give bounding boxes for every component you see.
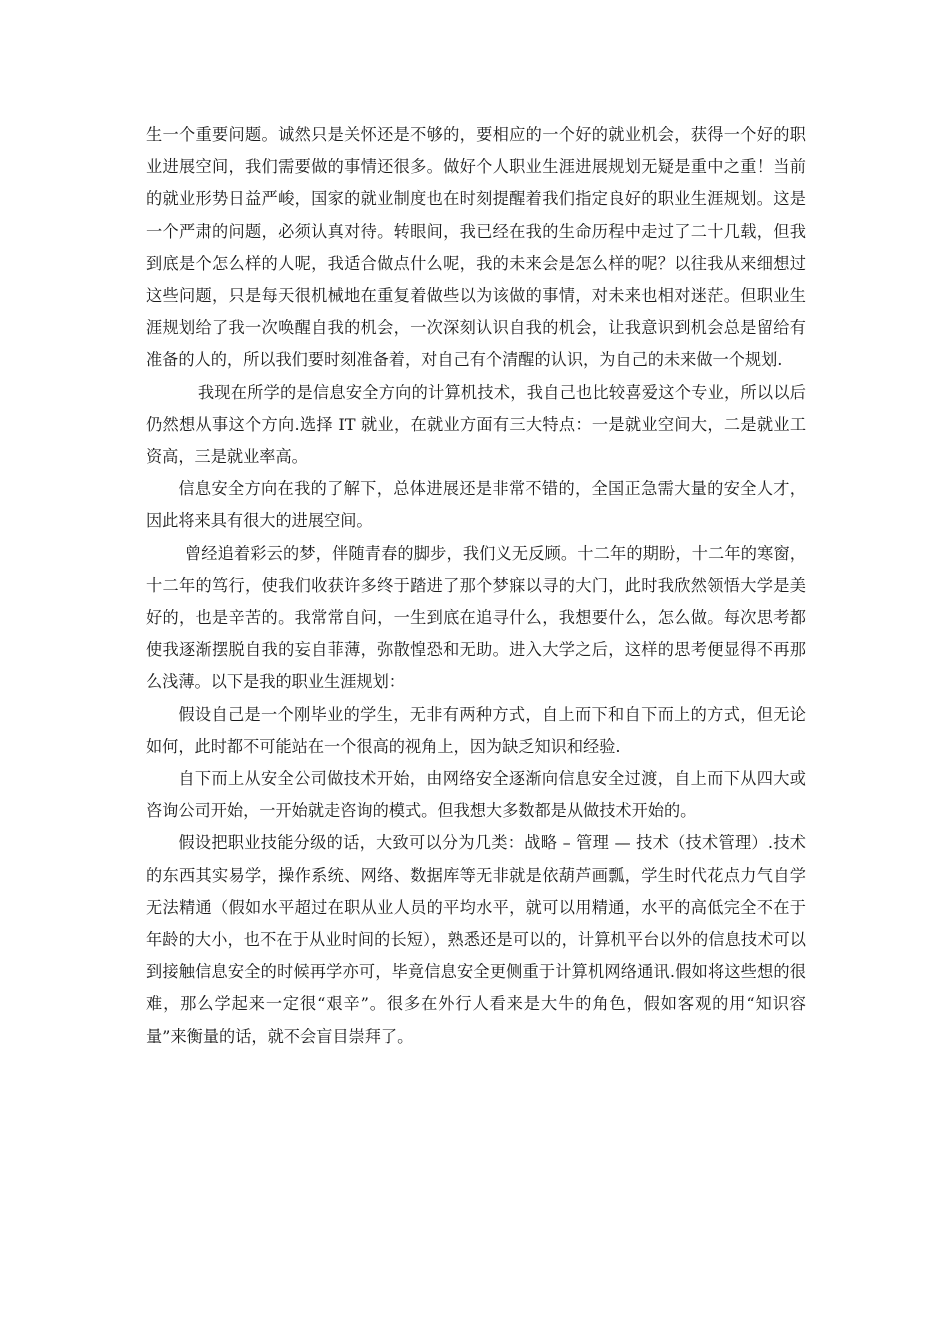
paragraph-1: 生一个重要问题。诚然只是关怀还是不够的，要相应的一个好的就业机会，获得一个好的职业进展空间，我们需要做的事情还很多。做好个人职业生涯进展规划无疑是重中之重！当前的就业形势日益严峻，国家的就业制度也在时刻提醒着我们指定良好的职业生涯规划。这是一个严肃的问题，必须认真对待。转眼间，我已经在我的生命历程中走过了二十几载，但我到底是个怎么样的人呢，我适合做点什么呢，我的未来会是怎么样的呢？以往我从来细想过这些问题，只是每天很机械地在重复着做些以为该做的事情，对未来也相对迷茫。但职业生涯规划给了我一次唤醒自我的机会，一次深刻认识自我的机会，让我意识到机会总是留给有准备的人的，所以我们要时刻准备着，对自己有个清醒的认识，为自己的未来做一个规划. [146, 125, 806, 370]
paragraph-5: 假设自己是一个刚毕业的学生，无非有两种方式，自上而下和自下而上的方式，但无论如何，此时都不可能站在一个很高的视角上，因为缺乏知识和经验. [146, 704, 806, 756]
paragraph-4: 曾经追着彩云的梦，伴随青春的脚步，我们义无反顾。十二年的期盼，十二年的寒窗，十二年的笃行，使我们收获许多终于踏进了那个梦寐以寻的大门，此时我欣然领悟大学是美好的，也是辛苦的。我常常自问，一生到底在追寻什么，我想要什么，怎么做。每次思考都使我逐渐摆脱自我的妄自菲薄，弥散惶恐和无助。进入大学之后，这样的思考便显得不再那么浅薄。以下是我的职业生涯规划： [146, 543, 806, 692]
document-body [146, 119, 806, 1053]
paragraph-6: 自下而上从安全公司做技术开始，由网络安全逐渐向信息安全过渡，自上而下从四大或咨询公司开始，一开始就走咨询的模式。但我想大多数都是从做技术开始的。 [146, 769, 806, 821]
paragraph-7: 假设把职业技能分级的话，大致可以分为几类：战略 – 管理 — 技术（技术管理）.技术的东西其实易学，操作系统、网络、数据库等无非就是依葫芦画瓢，学生时代花点力气自学无法精通（假如水平超过在职从业人员的平均水平，就可以用精通，水平的高低完全不在于年龄的大小，也不在于从业时间的长短），熟悉还是可以的，计算机平台以外的信息技术可以到接触信息安全的时候再学亦可，毕竟信息安全更侧重于计算机网络通讯.假如将这些想的很难，那么学起来一定很“艰辛”。很多在外行人看来是大牛的角色，假如客观的用“知识容量”来衡量的话，就不会盲目崇拜了。 [146, 833, 806, 1046]
paragraph-3: 信息安全方向在我的了解下，总体进展还是非常不错的，全国正急需大量的安全人才，因此将来具有很大的进展空间。 [146, 479, 806, 531]
paragraph-2: 我现在所学的是信息安全方向的计算机技术，我自己也比较喜爱这个专业，所以以后仍然想从事这个方向.选择 IT 就业，在就业方面有三大特点：一是就业空间大，二是就业工资高，三是就业率高。 [146, 382, 806, 467]
